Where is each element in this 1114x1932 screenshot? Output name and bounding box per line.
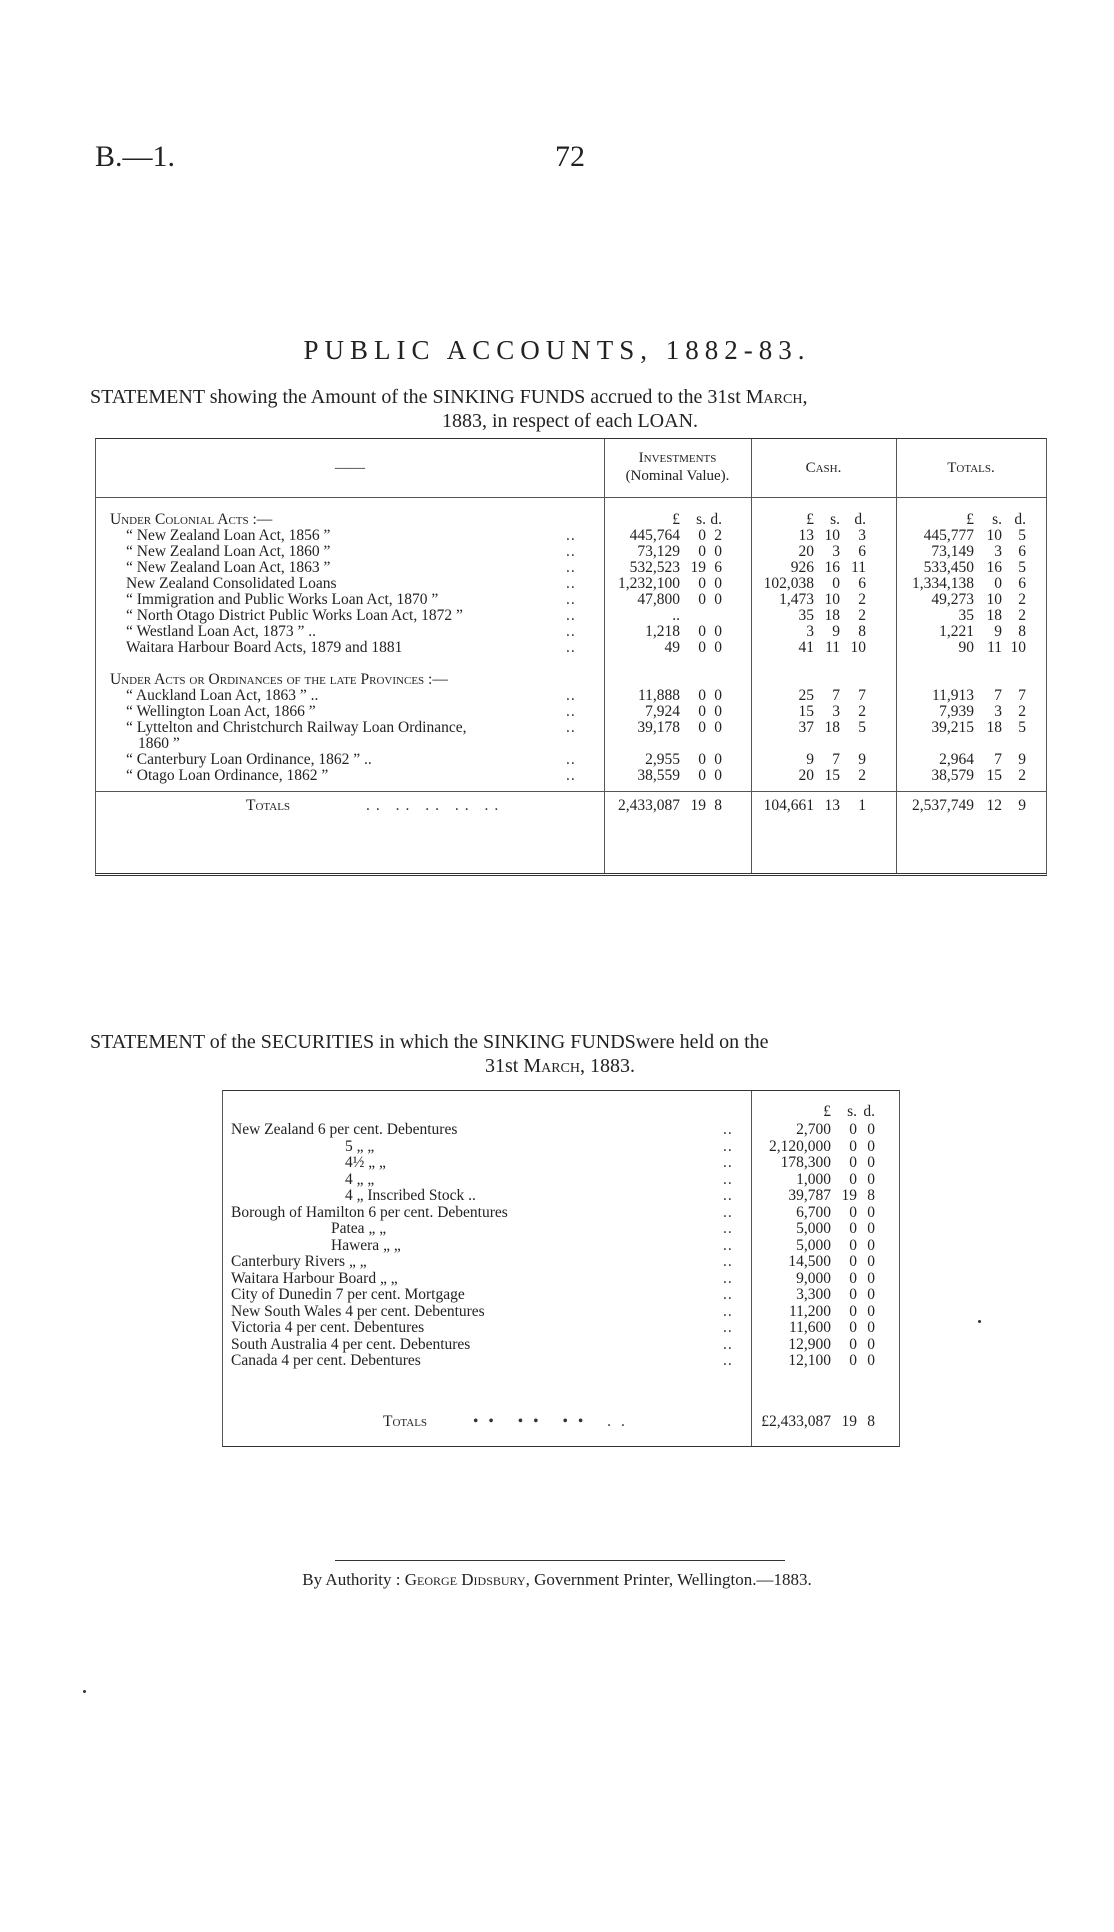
loan-row-leader: .. (566, 527, 576, 544)
loan-row-cash-shillings: 7 (832, 687, 840, 704)
loan-row-cash-pence: 6 (858, 575, 866, 592)
loan-row-label: “ Immigration and Public Works Loan Act, 1870 ” (126, 591, 439, 608)
security-label: South Australia 4 per cent. Debentures (231, 1335, 471, 1353)
loan-row-tot-pence: 5 (1018, 527, 1026, 544)
security-shillings: 0 (849, 1335, 857, 1353)
loan-row-leader: .. (566, 719, 576, 736)
subtitle-month: March, (745, 386, 808, 408)
loan-row-label: “ Otago Loan Ordinance, 1862 ” (126, 767, 329, 784)
security-pounds: 11,200 (788, 1302, 831, 1320)
totals-row (96, 797, 1046, 815)
security-row (223, 1336, 899, 1354)
loan-row-cash-shillings: 3 (832, 703, 840, 720)
security-pence: 0 (867, 1154, 875, 1171)
loan-row-leader: .. (566, 575, 576, 592)
security-leader: .. (723, 1121, 733, 1138)
security-label: Hawera „ „ (331, 1236, 401, 1254)
loan-row-leader: .. (566, 639, 576, 656)
totals-leader: •• •• •• .. (473, 1413, 635, 1430)
security-pence: 0 (867, 1352, 875, 1369)
loan-row-leader: .. (566, 607, 576, 624)
sinking-funds-table (95, 438, 1047, 876)
security-leader: .. (723, 1352, 733, 1369)
units-row (223, 1103, 899, 1121)
loan-row-inv-pounds: .. (672, 607, 680, 624)
loan-row-tot-pounds: 445,777 (923, 527, 974, 544)
loan-row-inv-pounds: 47,800 (637, 591, 680, 608)
loan-row-inv-pence: 0 (714, 751, 722, 768)
security-pence: 0 (867, 1137, 875, 1155)
loan-row-inv-shillings: 0 (698, 591, 706, 608)
unit-s: s. (847, 1103, 857, 1120)
security-leader: .. (723, 1220, 733, 1237)
unit-pound: £ (806, 511, 814, 528)
document-code: B.—1. (95, 140, 176, 173)
security-leader: .. (723, 1154, 733, 1171)
security-label: New Zealand 6 per cent. Debentures (231, 1121, 458, 1138)
security-label: Waitara Harbour Board „ „ (231, 1269, 398, 1287)
security-leader: .. (723, 1319, 733, 1336)
totals-label: Totals (383, 1413, 428, 1430)
section-heading-label: Under Acts or Ordinances of the late Provinces :— (110, 671, 448, 688)
security-row (223, 1303, 899, 1321)
unit-d: d. (854, 511, 866, 528)
security-label: Canada 4 per cent. Debentures (231, 1352, 421, 1369)
security-pence: 0 (867, 1335, 875, 1353)
security-row (223, 1253, 899, 1271)
loan-row-tot-shillings: 7 (994, 751, 1002, 768)
loan-row-leader: .. (566, 543, 576, 560)
totals-pence: 8 (867, 1413, 875, 1430)
loan-row-tot-pence: 2 (1018, 607, 1026, 624)
security-shillings: 0 (849, 1154, 857, 1171)
security-pounds: 1,000 (796, 1170, 831, 1188)
loan-row-inv-pence: 0 (714, 543, 722, 560)
loan-row-cash-shillings: 18 (824, 719, 840, 736)
loan-row-label-cont: 1860 ” (138, 735, 180, 752)
loan-row-tot-pounds: 35 (958, 607, 974, 624)
loan-row-inv-shillings: 19 (690, 559, 706, 576)
loan-row-cash-pence: 9 (858, 751, 866, 768)
security-pence: 0 (867, 1170, 875, 1188)
unit-d: d. (863, 1103, 875, 1120)
security-pence: 8 (867, 1187, 875, 1204)
security-shillings: 0 (849, 1170, 857, 1188)
loan-row-inv-pence: 0 (714, 719, 722, 736)
investments-header-sub: (Nominal Value). (625, 468, 730, 484)
totals-tot-pence: 9 (1018, 797, 1026, 814)
imprint-suffix: Government Printer, Wellington.—1883. (529, 1570, 812, 1589)
loan-row-tot-pence: 2 (1018, 703, 1026, 720)
security-pence: 0 (867, 1302, 875, 1320)
security-row (223, 1187, 899, 1205)
security-shillings: 0 (849, 1269, 857, 1287)
loan-row-inv-pence: 0 (714, 767, 722, 784)
loan-row-tot-shillings: 3 (994, 543, 1002, 560)
loan-row-label: “ New Zealand Loan Act, 1860 ” (126, 543, 331, 560)
loan-row-leader: .. (566, 591, 576, 608)
loan-row-cash-pounds: 926 (790, 559, 814, 576)
security-pence: 0 (867, 1269, 875, 1287)
loan-row-inv-pounds: 38,559 (637, 767, 680, 784)
loan-row-tot-shillings: 18 (986, 719, 1002, 736)
loan-row-label: “ North Otago District Public Works Loan Act, 1872 ” (126, 607, 463, 624)
loan-row-inv-pence: 0 (714, 639, 722, 656)
loan-row-tot-pence: 8 (1018, 623, 1026, 640)
totals-divider (96, 791, 1046, 792)
security-pounds: 178,300 (780, 1154, 831, 1171)
security-row (223, 1204, 899, 1222)
loan-row-inv-shillings: 0 (698, 687, 706, 704)
loan-row-cash-pence: 2 (858, 703, 866, 720)
totals-row (223, 1413, 899, 1431)
imprint-prefix: By Authority : (302, 1570, 405, 1589)
loan-row-inv-pounds: 1,218 (645, 623, 680, 640)
loan-row-tot-pounds: 7,939 (939, 703, 974, 720)
loan-row-tot-pence: 2 (1018, 767, 1026, 784)
security-label: 4½ „ „ (345, 1154, 386, 1171)
unit-s: s. (830, 511, 840, 528)
page-number: 72 (555, 140, 585, 173)
security-label: Canterbury Rivers „ „ (231, 1253, 367, 1270)
totals-inv-shillings: 19 (690, 797, 706, 814)
security-pence: 0 (867, 1220, 875, 1237)
security-shillings: 0 (849, 1302, 857, 1320)
loan-row-cash-pence: 5 (858, 719, 866, 736)
unit-pound: £ (966, 511, 974, 528)
security-pounds: 5,000 (796, 1236, 831, 1254)
loan-row-tot-shillings: 7 (994, 687, 1002, 704)
totals-inv-pence: 8 (714, 797, 722, 814)
loan-row-cash-pence: 11 (851, 559, 866, 576)
security-label: New South Wales 4 per cent. Debentures (231, 1302, 485, 1320)
loan-row-label: “ Lyttelton and Christchurch Railway Loan Ordinance, (126, 719, 467, 736)
totals-shillings: 19 (841, 1413, 857, 1430)
security-leader: .. (723, 1302, 733, 1320)
loan-row-cash-shillings: 10 (824, 527, 840, 544)
loan-row-inv-pounds: 39,178 (637, 719, 680, 736)
security-label: 4 „ „ (345, 1170, 375, 1188)
security-pence: 0 (867, 1286, 875, 1303)
loan-row-cash-pounds: 20 (798, 767, 814, 784)
loan-row-cash-pounds: 3 (806, 623, 814, 640)
loan-row-cash-pounds: 9 (806, 751, 814, 768)
totals-pounds: £2,433,087 (761, 1413, 831, 1430)
loan-row-cash-shillings: 15 (824, 767, 840, 784)
loan-row-inv-shillings: 0 (698, 703, 706, 720)
loan-row-label: “ New Zealand Loan Act, 1863 ” (126, 559, 331, 576)
security-row (223, 1352, 899, 1370)
unit-d: d. (1014, 511, 1026, 528)
loan-row-inv-shillings: 0 (698, 719, 706, 736)
loan-row-cash-pounds: 35 (798, 607, 814, 624)
unit-s: s. (696, 511, 706, 528)
loan-row-cash-pence: 2 (858, 591, 866, 608)
loan-row-leader: .. (566, 703, 576, 720)
loan-row-tot-shillings: 16 (986, 559, 1002, 576)
loan-row-cash-pence: 3 (858, 527, 866, 544)
security-row (223, 1319, 899, 1337)
loan-row-inv-pence: 0 (714, 591, 722, 608)
loan-row-leader: .. (566, 767, 576, 784)
loan-row-tot-pence: 5 (1018, 719, 1026, 736)
header-divider (96, 497, 1046, 498)
securities-title-month: March, (523, 1055, 586, 1077)
loan-row (96, 639, 1046, 657)
security-label: City of Dunedin 7 per cent. Mortgage (231, 1286, 465, 1303)
security-leader: .. (723, 1203, 733, 1221)
investments-header-label: Investments (638, 450, 717, 466)
loan-row-tot-pounds: 2,964 (939, 751, 974, 768)
security-pounds: 39,787 (788, 1187, 831, 1204)
unit-s: s. (992, 511, 1002, 528)
loan-row-cash-shillings: 16 (824, 559, 840, 576)
totals-cash-pence: 1 (858, 797, 866, 814)
loan-row-inv-pence: 2 (714, 527, 722, 544)
loan-row-tot-shillings: 10 (986, 591, 1002, 608)
loan-row-cash-pence: 2 (858, 607, 866, 624)
loan-row-cash-shillings: 11 (825, 639, 840, 656)
security-pence: 0 (867, 1121, 875, 1138)
security-pounds: 2,120,000 (769, 1137, 831, 1155)
loan-row-inv-pounds: 532,523 (629, 559, 680, 576)
security-shillings: 0 (849, 1253, 857, 1270)
unit-pound: £ (672, 511, 680, 528)
unit-d: d. (710, 511, 722, 528)
security-leader: .. (723, 1137, 733, 1155)
loan-row-label: “ Auckland Loan Act, 1863 ” .. (126, 687, 319, 704)
security-pence: 0 (867, 1203, 875, 1221)
loan-row-tot-pence: 6 (1018, 575, 1026, 592)
loan-row-leader: .. (566, 751, 576, 768)
loan-row-inv-pounds: 1,232,100 (618, 575, 680, 592)
loan-row-cash-pence: 6 (858, 543, 866, 560)
loan-row-label: “ New Zealand Loan Act, 1856 ” (126, 527, 331, 544)
loan-row-tot-pounds: 1,334,138 (912, 575, 974, 592)
loan-row-leader: .. (566, 623, 576, 640)
security-leader: .. (723, 1335, 733, 1353)
security-pounds: 6,700 (796, 1203, 831, 1221)
imprint (0, 1570, 1114, 1590)
securities-table (222, 1090, 900, 1447)
totals-label: Totals (246, 797, 291, 814)
loan-row-tot-shillings: 0 (994, 575, 1002, 592)
loan-row-tot-shillings: 15 (986, 767, 1002, 784)
loan-row-tot-pounds: 90 (958, 639, 974, 656)
loan-row-label: New Zealand Consolidated Loans (126, 575, 337, 592)
subtitle-line1: STATEMENT showing the Amount of the SINKING FUNDS accrued to the 31st (90, 386, 746, 408)
loan-row-leader: .. (566, 687, 576, 704)
security-leader: .. (723, 1286, 733, 1303)
security-shillings: 0 (849, 1352, 857, 1369)
security-pounds: 12,100 (788, 1352, 831, 1369)
security-pence: 0 (867, 1253, 875, 1270)
totals-cash-pounds: 104,661 (763, 797, 814, 814)
subtitle-line2: 1883, in respect of each LOAN. (441, 410, 699, 432)
loan-row (96, 767, 1046, 785)
loan-row-label: “ Wellington Loan Act, 1866 ” (126, 703, 316, 720)
loan-row-cash-pounds: 15 (798, 703, 814, 720)
loan-row-tot-pence: 7 (1018, 687, 1026, 704)
loan-row-label: “ Canterbury Loan Ordinance, 1862 ” .. (126, 751, 372, 768)
security-pounds: 5,000 (796, 1220, 831, 1237)
loan-row-inv-shillings: 0 (698, 527, 706, 544)
loan-row-inv-pounds: 445,764 (629, 527, 680, 544)
totals-leader: .. .. .. .. .. (366, 797, 505, 814)
page-speck (978, 1320, 981, 1323)
loan-row-inv-pounds: 11,888 (637, 687, 680, 704)
security-label: 5 „ „ (345, 1137, 375, 1155)
security-shillings: 0 (849, 1236, 857, 1254)
security-pounds: 11,600 (788, 1319, 831, 1336)
totals-cash-shillings: 13 (824, 797, 840, 814)
section-heading-label: Under Colonial Acts :— (110, 511, 273, 528)
security-row (223, 1237, 899, 1255)
securities-title-line1: STATEMENT of the SECURITIES in which the SINKING FUNDSwere held on the (90, 1031, 769, 1053)
security-shillings: 0 (849, 1121, 857, 1138)
page-title: PUBLIC ACCOUNTS, 1882-83. (303, 335, 811, 365)
security-pounds: 9,000 (796, 1269, 831, 1287)
securities-title-day: 31st (484, 1055, 524, 1077)
security-leader: .. (723, 1236, 733, 1254)
loan-row-inv-pence: 0 (714, 575, 722, 592)
loan-row-tot-shillings: 3 (994, 703, 1002, 720)
loan-row-tot-pence: 6 (1018, 543, 1026, 560)
securities-title-line2 (90, 1054, 1030, 1078)
security-pence: 0 (867, 1236, 875, 1254)
security-leader: .. (723, 1187, 733, 1204)
security-shillings: 0 (849, 1137, 857, 1155)
security-shillings: 0 (849, 1286, 857, 1303)
securities-title (90, 1030, 1030, 1078)
loan-row-tot-pounds: 1,221 (939, 623, 974, 640)
loan-row-inv-pounds: 49 (664, 639, 680, 656)
loan-row-inv-pence: 0 (714, 623, 722, 640)
loan-row-inv-pence: 0 (714, 687, 722, 704)
loan-row-cash-shillings: 9 (832, 623, 840, 640)
loan-row-tot-shillings: 11 (987, 639, 1002, 656)
loan-row-label: “ Westland Loan Act, 1873 ” .. (126, 623, 317, 640)
security-shillings: 0 (849, 1220, 857, 1237)
loan-row-cash-pence: 2 (858, 767, 866, 784)
loan-row-tot-pounds: 73,149 (931, 543, 974, 560)
loan-row-tot-pounds: 38,579 (931, 767, 974, 784)
security-label: 4 „ Inscribed Stock .. (345, 1187, 476, 1204)
security-pence: 0 (867, 1319, 875, 1336)
loan-row-cash-shillings: 18 (824, 607, 840, 624)
security-label: Borough of Hamilton 6 per cent. Debentures (231, 1203, 508, 1221)
security-pounds: 2,700 (796, 1121, 831, 1138)
loan-row-cash-pence: 10 (850, 639, 866, 656)
securities-title-year: 1883. (585, 1055, 636, 1077)
loan-row-cash-shillings: 3 (832, 543, 840, 560)
loan-row-tot-shillings: 10 (986, 527, 1002, 544)
security-row (223, 1154, 899, 1172)
loan-row-label: Waitara Harbour Board Acts, 1879 and 1881 (126, 639, 403, 656)
security-label: Patea „ „ (331, 1220, 387, 1237)
security-row (223, 1220, 899, 1238)
security-shillings: 0 (849, 1319, 857, 1336)
loan-row-inv-shillings: 0 (698, 751, 706, 768)
loan-row-tot-shillings: 18 (986, 607, 1002, 624)
loan-row-cash-pounds: 20 (798, 543, 814, 560)
security-leader: .. (723, 1253, 733, 1270)
loan-row-inv-pence: 0 (714, 703, 722, 720)
loan-row-tot-pounds: 49,273 (931, 591, 974, 608)
loan-row-inv-pounds: 73,129 (637, 543, 680, 560)
imprint-printer: George Didsbury, (404, 1570, 530, 1589)
loan-row-cash-pounds: 37 (798, 719, 814, 736)
security-leader: .. (723, 1170, 733, 1188)
cash-column-header: Cash. (805, 460, 842, 476)
loan-row-inv-pounds: 7,924 (645, 703, 680, 720)
security-row (223, 1171, 899, 1189)
blank-column-header: —— (335, 460, 365, 476)
loan-row-tot-pence: 2 (1018, 591, 1026, 608)
security-pounds: 14,500 (788, 1253, 831, 1270)
loan-row-inv-pence: 6 (714, 559, 722, 576)
loan-row-cash-shillings: 10 (824, 591, 840, 608)
security-row (223, 1121, 899, 1139)
security-pounds: 3,300 (796, 1286, 831, 1303)
footer-rule (335, 1560, 785, 1561)
loan-row-inv-shillings: 0 (698, 575, 706, 592)
loan-row-cash-pence: 7 (858, 687, 866, 704)
security-shillings: 19 (841, 1187, 857, 1204)
loan-row-inv-shillings: 0 (698, 639, 706, 656)
loan-row-inv-shillings: 0 (698, 543, 706, 560)
loan-row-tot-pounds: 39,215 (931, 719, 974, 736)
security-row (223, 1270, 899, 1288)
loan-row-tot-shillings: 9 (994, 623, 1002, 640)
loan-row-tot-pounds: 11,913 (931, 687, 974, 704)
security-label: Victoria 4 per cent. Debentures (231, 1319, 425, 1336)
totals-column-header: Totals. (947, 460, 995, 476)
loan-row-tot-pence: 9 (1018, 751, 1026, 768)
loan-row-cash-pounds: 102,038 (763, 575, 814, 592)
security-pounds: 12,900 (788, 1335, 831, 1353)
loan-row-inv-shillings: 0 (698, 623, 706, 640)
loan-row-inv-pounds: 2,955 (645, 751, 680, 768)
security-row (223, 1138, 899, 1156)
security-shillings: 0 (849, 1203, 857, 1221)
totals-tot-pounds: 2,537,749 (912, 797, 974, 814)
loan-row-tot-pence: 10 (1010, 639, 1026, 656)
totals-tot-shillings: 12 (986, 797, 1002, 814)
loan-row-cash-shillings: 0 (832, 575, 840, 592)
unit-pound: £ (823, 1103, 831, 1120)
loan-row-cash-shillings: 7 (832, 751, 840, 768)
page-speck (83, 1690, 86, 1693)
security-row (223, 1286, 899, 1304)
loan-row-cash-pounds: 1,473 (779, 591, 814, 608)
loan-row-cash-pounds: 41 (798, 639, 814, 656)
loan-row-cash-pounds: 13 (798, 527, 814, 544)
loan-row-tot-pence: 5 (1018, 559, 1026, 576)
loan-row-leader: .. (566, 559, 576, 576)
loan-row-cash-pence: 8 (858, 623, 866, 640)
loan-row-cash-pounds: 25 (798, 687, 814, 704)
investments-column-header (604, 449, 751, 485)
loan-row-inv-shillings: 0 (698, 767, 706, 784)
statement-subtitle (90, 385, 1050, 433)
loan-row-tot-pounds: 533,450 (923, 559, 974, 576)
totals-inv-pounds: 2,433,087 (618, 797, 680, 814)
security-leader: .. (723, 1269, 733, 1287)
